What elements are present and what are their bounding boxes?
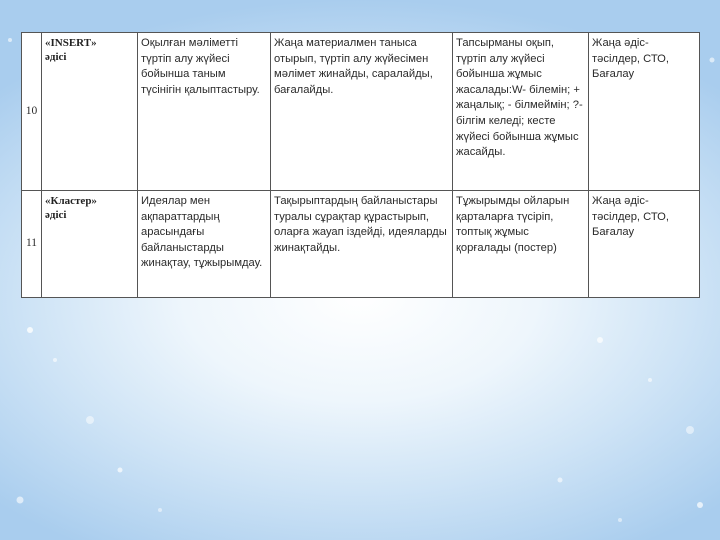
goal-cell: Идеялар мен ақпараттардың арасындағы байланыстарды жинақтау, тұжырымдау. [138,191,271,298]
method-subtitle: әдісі [45,209,67,221]
notes-cell: Жаңа әдіс-тәсілдер, СТО, Бағалау [589,191,700,298]
lesson-plan-table [21,32,700,298]
method-cell [42,33,138,191]
notes-cell: Жаңа әдіс-тәсілдер, СТО, Бағалау [589,33,700,191]
method-name: «INSERT» [45,37,97,49]
table-row [22,191,700,298]
method-subtitle: әдісі [45,51,67,63]
teacher-activity-cell: Жаңа материалмен таныса отырып, түртіп алу жүйесімен мәлімет жинайды, саралайды, бағалайды. [271,33,453,191]
goal-cell: Оқылған мәліметті түртіп алу жүйесі бойынша таным түсінігін қалыптастыру. [138,33,271,191]
table-row [22,33,700,191]
row-number: 11 [22,191,42,298]
student-activity-cell: Тұжырымды ойларын қарталарға түсіріп, топтық жұмыс қорғалады (постер) [453,191,589,298]
method-name: «Кластер» [45,195,97,207]
student-activity-cell: Тапсырманы оқып, түртіп алу жүйесі бойынша жұмыс жасалады:W- білемін; + жаңалық; - білмеймін; ?- білгім келеді; кесте жүйесі бойынша жұмыс жасайды. [453,33,589,191]
teacher-activity-cell: Тақырыптардың байланыстары туралы сұрақтар құрастырып, оларға жауап іздейді, идеяларды жинақтайды. [271,191,453,298]
row-number: 10 [22,33,42,191]
method-cell [42,191,138,298]
